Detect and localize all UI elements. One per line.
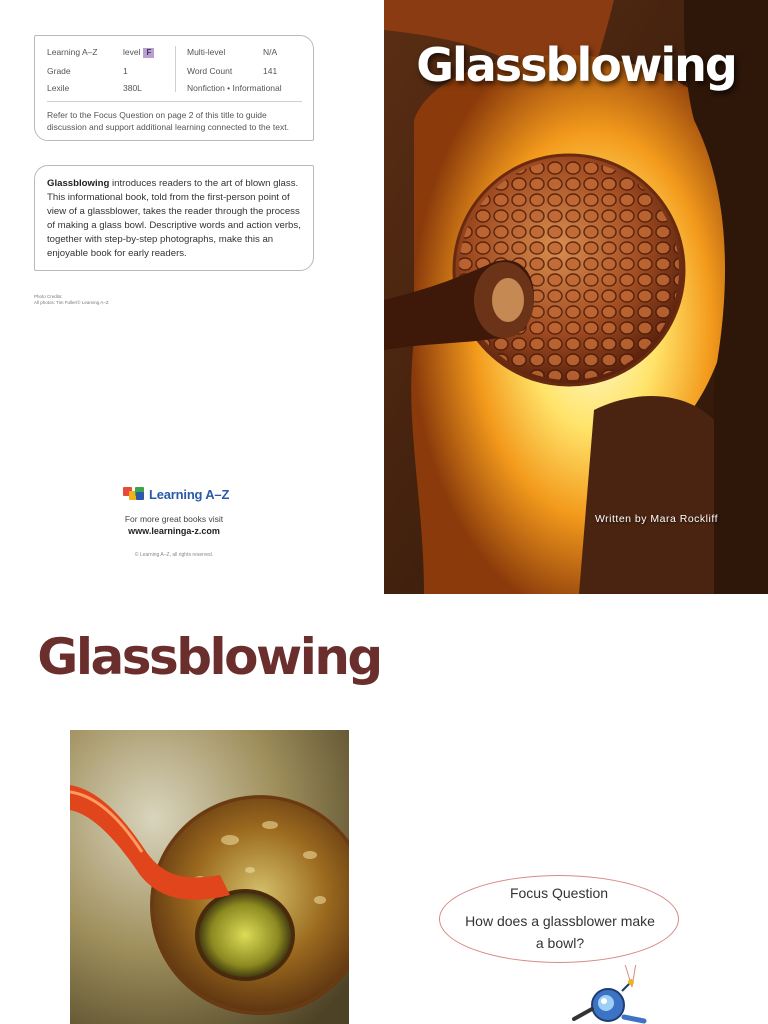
cover-author: Written by Mara Rockliff: [594, 513, 718, 525]
glass-bowl-photo: [70, 730, 349, 1024]
summary-title: Glassblowing: [47, 178, 110, 189]
credits-line: Photo Credits:: [34, 294, 63, 299]
cover-photo: [384, 0, 768, 594]
info-level-value: [123, 47, 154, 58]
robot-mascot-icon: [566, 955, 676, 1024]
focus-note: Refer to the Focus Question on page 2 of this title to guide discussion and support additional learning connected to the text.: [47, 110, 289, 132]
info-grade: [47, 66, 128, 76]
info-value: 380L: [123, 83, 142, 93]
summary-text: introduces readers to the art of blown glass. This informational book, told from the first-person point of view of a glassblower, takes the reader through the process of making a glass bowl. Descriptive words and action verbs, together with step-by-step photographs, make this an enjoyable book for early readers.: [47, 178, 301, 259]
info-value: 141: [263, 66, 278, 76]
book-summary-box: [34, 165, 314, 271]
glass-bowl-image: [70, 730, 349, 1024]
info-value: N/A: [263, 47, 278, 57]
page-title: Glassblowing: [37, 628, 381, 686]
info-genre: [187, 83, 282, 93]
info-label: Nonfiction • Informational: [187, 83, 282, 93]
focus-title: Focus Question: [509, 885, 609, 901]
info-lexile: [47, 83, 142, 93]
focus-question-bubble: [439, 875, 679, 963]
photo-credits: [34, 294, 109, 306]
info-label: Word Count: [187, 66, 233, 76]
learning-az-logo[interactable]: [123, 485, 229, 503]
credits-line: All photos: Tim Fuller/© Learning A–Z: [34, 300, 109, 305]
visit-text: For more great books visit: [124, 514, 224, 524]
info-multi-level: [187, 47, 278, 57]
divider: [175, 46, 176, 92]
cover-title: Glassblowing: [416, 38, 736, 92]
info-value: level: [123, 47, 141, 57]
copyright: © Learning A–Z, all rights reserved.: [134, 552, 214, 558]
website-link[interactable]: www.learninga-z.com: [128, 526, 220, 536]
info-label: Lexile: [47, 83, 70, 93]
info-value: 1: [123, 66, 128, 76]
book-info-box: [34, 35, 314, 141]
info-word-count: [187, 66, 278, 76]
info-label: Learning A–Z: [47, 47, 98, 57]
info-label: Grade: [47, 66, 71, 76]
info-learning-az: [47, 47, 152, 57]
level-badge: F: [143, 48, 154, 58]
logo-text: Learning A–Z: [149, 486, 230, 502]
focus-question: How does a glassblower make a bowl?: [465, 913, 655, 951]
logo-icon: [123, 487, 145, 501]
divider: [47, 101, 302, 102]
info-label: Multi-level: [187, 47, 226, 57]
